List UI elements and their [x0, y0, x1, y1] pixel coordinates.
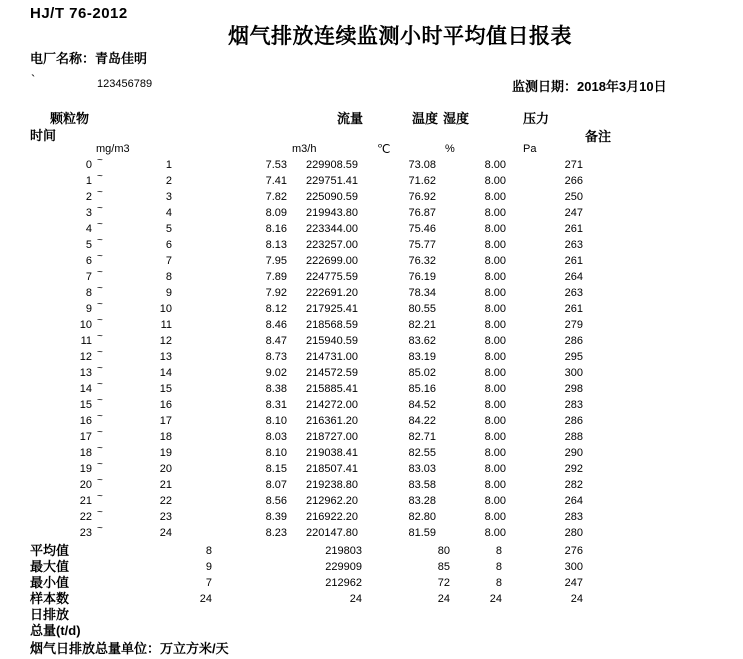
hour-start: 10: [79, 319, 92, 331]
flow-value: 222699.00: [306, 255, 358, 267]
humidity-value: 8.00: [484, 479, 506, 491]
temperature-value: 83.28: [408, 495, 436, 507]
hour-start: 12: [79, 351, 92, 363]
hour-end: 16: [159, 399, 172, 411]
humidity-value: 8.00: [484, 303, 506, 315]
tilde-separator: ~: [97, 523, 103, 534]
pressure-value: 283: [564, 399, 583, 411]
temperature-value: 82.55: [408, 447, 436, 459]
particulate-value: 8.15: [265, 463, 287, 475]
humidity-value: 8.00: [484, 223, 506, 235]
temperature-value: 76.32: [408, 255, 436, 267]
hourly-data-rows: [0, 157, 743, 541]
hour-start: 21: [79, 495, 92, 507]
temperature-value: 83.58: [408, 479, 436, 491]
summary-humidity: 8: [495, 561, 502, 573]
table-row: [0, 429, 743, 445]
column-header-remark: 备注: [585, 129, 612, 144]
hour-end: 1: [165, 159, 172, 171]
hour-start: 2: [85, 191, 92, 203]
pressure-value: 261: [564, 223, 583, 235]
summary-label: 平均值: [30, 543, 70, 558]
temperature-value: 82.71: [408, 431, 436, 443]
pressure-value: 282: [564, 479, 583, 491]
summary-label: 最大值: [30, 559, 70, 574]
temperature-value: 78.34: [408, 287, 436, 299]
hour-end: 17: [159, 415, 172, 427]
pressure-value: 261: [564, 255, 583, 267]
pressure-value: 292: [564, 463, 583, 475]
pressure-value: 298: [564, 383, 583, 395]
unit-particulate: mg/m3: [96, 143, 130, 155]
pressure-value: 279: [564, 319, 583, 331]
humidity-value: 8.00: [484, 463, 506, 475]
humidity-value: 8.00: [484, 415, 506, 427]
table-row: [0, 477, 743, 493]
flow-value: 212962.20: [306, 495, 358, 507]
humidity-value: 8.00: [484, 175, 506, 187]
pressure-value: 280: [564, 527, 583, 539]
flow-value: 215885.41: [306, 383, 358, 395]
temperature-value: 84.52: [408, 399, 436, 411]
hour-end: 5: [165, 223, 172, 235]
hour-end: 2: [165, 175, 172, 187]
hour-start: 14: [79, 383, 92, 395]
hour-start: 18: [79, 447, 92, 459]
summary-flow: 24: [349, 593, 362, 605]
table-row: [0, 525, 743, 541]
hour-end: 7: [165, 255, 172, 267]
flow-value: 223257.00: [306, 239, 358, 251]
hour-end: 14: [159, 367, 172, 379]
particulate-value: 8.12: [265, 303, 287, 315]
summary-humidity: 24: [489, 593, 502, 605]
flow-value: 216922.20: [306, 511, 358, 523]
summary-temperature: 72: [437, 577, 450, 589]
summary-flow: 212962: [325, 577, 362, 589]
flow-value: 219943.80: [306, 207, 358, 219]
particulate-value: 7.95: [265, 255, 287, 267]
tilde-separator: ~: [97, 187, 103, 198]
unit-temperature: ℃: [377, 142, 391, 156]
summary-row: [0, 543, 743, 559]
tilde-separator: ~: [97, 379, 103, 390]
temperature-value: 75.46: [408, 223, 436, 235]
flow-value: 215940.59: [306, 335, 358, 347]
hour-start: 13: [79, 367, 92, 379]
particulate-value: 8.23: [265, 527, 287, 539]
summary-pressure: 24: [570, 593, 583, 605]
tilde-separator: ~: [97, 203, 103, 214]
pressure-value: 286: [564, 335, 583, 347]
hour-start: 23: [79, 527, 92, 539]
hour-start: 16: [79, 415, 92, 427]
standard-code: HJ/T 76-2012: [30, 5, 128, 22]
particulate-value: 8.07: [265, 479, 287, 491]
temperature-value: 85.16: [408, 383, 436, 395]
flow-value: 220147.80: [306, 527, 358, 539]
table-row: [0, 397, 743, 413]
hour-start: 17: [79, 431, 92, 443]
column-header-humidity: 湿度: [443, 111, 470, 126]
flow-value: 218727.00: [306, 431, 358, 443]
table-row: [0, 237, 743, 253]
tilde-separator: ~: [97, 299, 103, 310]
summary-row: [0, 591, 743, 607]
table-row: [0, 221, 743, 237]
humidity-value: 8.00: [484, 431, 506, 443]
summary-label: 总量(t/d): [30, 623, 81, 638]
table-row: [0, 317, 743, 333]
temperature-value: 83.19: [408, 351, 436, 363]
hour-end: 4: [165, 207, 172, 219]
table-row: [0, 173, 743, 189]
table-row: [0, 509, 743, 525]
particulate-value: 9.02: [265, 367, 287, 379]
tilde-separator: ~: [97, 235, 103, 246]
pressure-value: 266: [564, 175, 583, 187]
pressure-value: 290: [564, 447, 583, 459]
hour-end: 24: [159, 527, 172, 539]
humidity-value: 8.00: [484, 447, 506, 459]
table-row: [0, 445, 743, 461]
pressure-value: 261: [564, 303, 583, 315]
tilde-separator: ~: [97, 427, 103, 438]
pressure-value: 286: [564, 415, 583, 427]
tilde-separator: ~: [97, 283, 103, 294]
hour-start: 11: [80, 335, 92, 347]
column-header-pressure: 压力: [523, 111, 550, 126]
summary-humidity: 8: [495, 577, 502, 589]
hour-end: 12: [159, 335, 172, 347]
tilde-separator: ~: [97, 219, 103, 230]
tilde-separator: ~: [97, 507, 103, 518]
summary-row: [0, 607, 743, 623]
table-row: [0, 333, 743, 349]
particulate-value: 8.73: [265, 351, 287, 363]
particulate-value: 8.31: [265, 399, 287, 411]
temperature-value: 81.59: [408, 527, 436, 539]
temperature-value: 80.55: [408, 303, 436, 315]
summary-humidity: 8: [495, 545, 502, 557]
summary-row: [0, 623, 743, 639]
humidity-value: 8.00: [484, 159, 506, 171]
hour-start: 20: [79, 479, 92, 491]
hour-start: 9: [85, 303, 92, 315]
summary-flow: 229909: [325, 561, 362, 573]
hour-start: 5: [85, 239, 92, 251]
humidity-value: 8.00: [484, 383, 506, 395]
summary-temperature: 24: [437, 593, 450, 605]
hour-end: 9: [165, 287, 172, 299]
table-row: [0, 349, 743, 365]
temperature-value: 76.19: [408, 271, 436, 283]
tilde-separator: ~: [97, 251, 103, 262]
summary-label: 日排放: [30, 607, 70, 622]
summary-temperature: 85: [437, 561, 450, 573]
hour-end: 8: [165, 271, 172, 283]
tilde-separator: ~: [97, 491, 103, 502]
tilde-separator: ~: [97, 347, 103, 358]
summary-row: [0, 559, 743, 575]
flow-value: 218568.59: [306, 319, 358, 331]
particulate-value: 7.89: [265, 271, 287, 283]
table-row: [0, 301, 743, 317]
hour-end: 15: [159, 383, 172, 395]
flow-value: 219238.80: [306, 479, 358, 491]
temperature-value: 84.22: [408, 415, 436, 427]
hour-start: 15: [79, 399, 92, 411]
particulate-value: 8.16: [265, 223, 287, 235]
tilde-separator: ~: [97, 459, 103, 470]
table-row: [0, 157, 743, 173]
flow-value: 224775.59: [306, 271, 358, 283]
humidity-value: 8.00: [484, 271, 506, 283]
temperature-value: 71.62: [408, 175, 436, 187]
table-row: [0, 413, 743, 429]
hour-start: 1: [85, 175, 92, 187]
humidity-value: 8.00: [484, 495, 506, 507]
hour-end: 13: [159, 351, 172, 363]
summary-temperature: 80: [437, 545, 450, 557]
column-header-particulate: 颗粒物: [50, 111, 90, 126]
hour-end: 22: [159, 495, 172, 507]
table-row: [0, 461, 743, 477]
tilde-separator: ~: [97, 315, 103, 326]
particulate-value: 8.10: [265, 447, 287, 459]
hour-start: 8: [85, 287, 92, 299]
humidity-value: 8.00: [484, 255, 506, 267]
summary-rows: [0, 543, 743, 639]
tilde-separator: ~: [97, 411, 103, 422]
plant-name-label: 电厂名称：青岛佳明: [30, 51, 148, 66]
flow-value: 229908.59: [306, 159, 358, 171]
humidity-value: 8.00: [484, 287, 506, 299]
pressure-value: 263: [564, 287, 583, 299]
humidity-value: 8.00: [484, 207, 506, 219]
pressure-value: 288: [564, 431, 583, 443]
humidity-value: 8.00: [484, 511, 506, 523]
temperature-value: 85.02: [408, 367, 436, 379]
table-row: [0, 493, 743, 509]
footer-note: 烟气日排放总量单位：万立方米/天: [30, 641, 229, 656]
summary-particulate: 8: [205, 545, 212, 557]
flow-value: 216361.20: [306, 415, 358, 427]
unit-pressure: Pa: [523, 143, 537, 155]
column-header-time: 时间: [30, 128, 57, 143]
flow-value: 217925.41: [306, 303, 358, 315]
particulate-value: 8.13: [265, 239, 287, 251]
hour-end: 6: [165, 239, 172, 251]
summary-label: 最小值: [30, 575, 70, 590]
hour-start: 3: [85, 207, 92, 219]
particulate-value: 7.53: [265, 159, 287, 171]
temperature-value: 76.92: [408, 191, 436, 203]
flow-value: 219038.41: [306, 447, 358, 459]
temperature-value: 75.77: [408, 239, 436, 251]
particulate-value: 8.09: [265, 207, 287, 219]
unit-humidity: %: [445, 143, 455, 155]
particulate-value: 8.38: [265, 383, 287, 395]
temperature-value: 82.21: [408, 319, 436, 331]
hour-start: 0: [85, 159, 92, 171]
tilde-separator: ~: [97, 395, 103, 406]
summary-label: 样本数: [30, 591, 70, 606]
hour-end: 21: [159, 479, 172, 491]
particulate-value: 8.39: [265, 511, 287, 523]
summary-pressure: 276: [564, 545, 583, 557]
column-header-flow: 流量: [337, 111, 364, 126]
humidity-value: 8.00: [484, 351, 506, 363]
particulate-value: 7.82: [265, 191, 287, 203]
summary-pressure: 300: [564, 561, 583, 573]
table-row: [0, 381, 743, 397]
particulate-value: 7.92: [265, 287, 287, 299]
humidity-value: 8.00: [484, 335, 506, 347]
pressure-value: 295: [564, 351, 583, 363]
tilde-separator: ~: [97, 331, 103, 342]
hour-end: 23: [159, 511, 172, 523]
tilde-separator: ~: [97, 475, 103, 486]
tilde-separator: ~: [97, 363, 103, 374]
flow-value: 214731.00: [306, 351, 358, 363]
temperature-value: 83.03: [408, 463, 436, 475]
flow-value: 218507.41: [306, 463, 358, 475]
table-row: [0, 253, 743, 269]
table-row: [0, 189, 743, 205]
temperature-value: 83.62: [408, 335, 436, 347]
hour-end: 19: [159, 447, 172, 459]
hour-end: 3: [165, 191, 172, 203]
flow-value: 229751.41: [306, 175, 358, 187]
pressure-value: 283: [564, 511, 583, 523]
pressure-value: 264: [564, 495, 583, 507]
summary-flow: 219803: [325, 545, 362, 557]
summary-particulate: 7: [205, 577, 212, 589]
flow-value: 222691.20: [306, 287, 358, 299]
unit-flow: m3/h: [292, 143, 317, 155]
summary-particulate: 24: [199, 593, 212, 605]
hour-end: 20: [159, 463, 172, 475]
temperature-value: 73.08: [408, 159, 436, 171]
particulate-value: 8.47: [265, 335, 287, 347]
pressure-value: 250: [564, 191, 583, 203]
temperature-value: 82.80: [408, 511, 436, 523]
pressure-value: 271: [564, 159, 583, 171]
summary-row: [0, 575, 743, 591]
hour-start: 19: [79, 463, 92, 475]
monitoring-date-label: 监测日期：2018年3月10日: [512, 79, 667, 94]
hour-end: 18: [159, 431, 172, 443]
tilde-separator: ~: [97, 267, 103, 278]
tilde-separator: ~: [97, 171, 103, 182]
hour-start: 4: [85, 223, 92, 235]
temperature-value: 76.87: [408, 207, 436, 219]
hour-start: 6: [85, 255, 92, 267]
particulate-value: 8.03: [265, 431, 287, 443]
particulate-value: 8.10: [265, 415, 287, 427]
tilde-separator: ~: [97, 155, 103, 166]
pressure-value: 263: [564, 239, 583, 251]
summary-particulate: 9: [205, 561, 212, 573]
backtick-mark: `: [31, 72, 36, 87]
humidity-value: 8.00: [484, 527, 506, 539]
humidity-value: 8.00: [484, 367, 506, 379]
table-row: [0, 269, 743, 285]
pressure-value: 300: [564, 367, 583, 379]
column-header-temperature: 温度: [412, 111, 439, 126]
humidity-value: 8.00: [484, 239, 506, 251]
pressure-value: 264: [564, 271, 583, 283]
flow-value: 225090.59: [306, 191, 358, 203]
table-row: [0, 205, 743, 221]
table-row: [0, 365, 743, 381]
hour-end: 11: [160, 319, 172, 331]
hour-start: 7: [85, 271, 92, 283]
flow-value: 223344.00: [306, 223, 358, 235]
serial-number: 123456789: [97, 78, 153, 90]
flow-value: 214272.00: [306, 399, 358, 411]
tilde-separator: ~: [97, 443, 103, 454]
hour-start: 22: [79, 511, 92, 523]
particulate-value: 8.56: [265, 495, 287, 507]
humidity-value: 8.00: [484, 399, 506, 411]
humidity-value: 8.00: [484, 191, 506, 203]
particulate-value: 7.41: [265, 175, 287, 187]
humidity-value: 8.00: [484, 319, 506, 331]
table-row: [0, 285, 743, 301]
report-title: 烟气排放连续监测小时平均值日报表: [228, 25, 572, 48]
summary-pressure: 247: [564, 577, 583, 589]
hour-end: 10: [159, 303, 172, 315]
pressure-value: 247: [564, 207, 583, 219]
particulate-value: 8.46: [265, 319, 287, 331]
flow-value: 214572.59: [306, 367, 358, 379]
